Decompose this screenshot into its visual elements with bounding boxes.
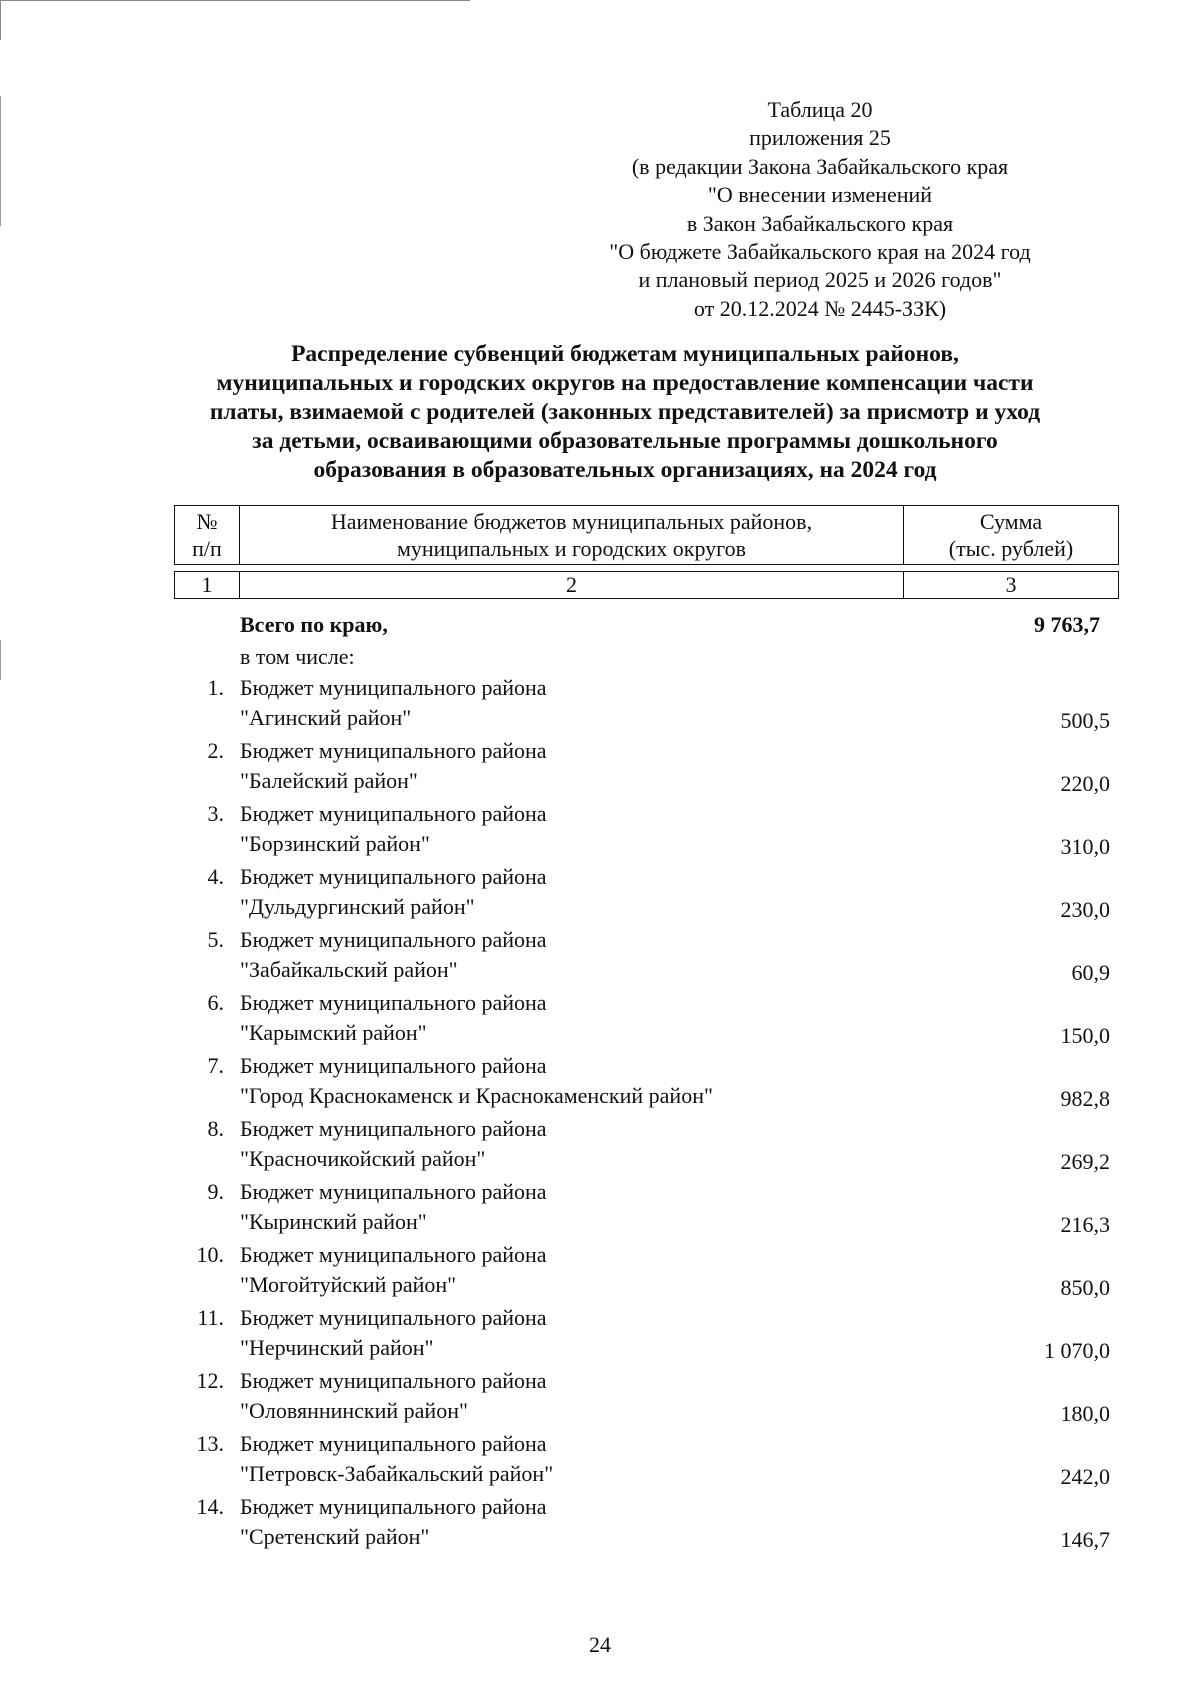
row-number: 11. [197, 1305, 224, 1330]
title-line: за детьми, осваивающими образовательные программы дошкольного [252, 428, 998, 454]
appendix-line: в Закон Забайкальского края [686, 210, 954, 236]
column-number-1: 1 [175, 572, 240, 599]
column-number-row [175, 572, 1119, 599]
column-header-number-line2: п/п [192, 536, 222, 561]
including-row [174, 644, 1118, 675]
appendix-line: "О бюджете Забайкальского края на 2024 год [609, 239, 1031, 265]
row-budget-type: Бюджет муниципального района [240, 801, 547, 826]
table-row [174, 1179, 1118, 1242]
row-budget-type: Бюджет муниципального района [240, 1179, 547, 1204]
row-budget-type: Бюджет муниципального района [240, 738, 547, 763]
row-district-name: "Город Краснокаменск и Краснокаменский район" [240, 1083, 713, 1108]
row-district-name: "Могойтуйский район" [240, 1272, 457, 1297]
appendix-line: и плановый период 2025 и 2026 годов" [638, 267, 1002, 293]
row-budget-type: Бюджет муниципального района [240, 1305, 547, 1330]
row-district-name: "Нерчинский район" [240, 1335, 434, 1360]
table-header-gap [175, 565, 1119, 572]
table-row [174, 1494, 1118, 1557]
row-district-name: "Агинский район" [240, 705, 412, 730]
appendix-line: от 20.12.2024 № 2445-ЗЗК) [693, 295, 947, 321]
row-number: 7. [207, 1053, 224, 1078]
row-amount: 216,3 [1060, 1212, 1110, 1237]
row-budget-type: Бюджет муниципального района [240, 864, 547, 889]
row-district-name: "Сретенский район" [240, 1524, 430, 1549]
row-number: 2. [207, 738, 224, 763]
table-row [174, 1431, 1118, 1494]
row-budget-type: Бюджет муниципального района [240, 1431, 547, 1456]
column-header-number [175, 506, 240, 565]
row-district-name: "Кыринский район" [240, 1209, 427, 1234]
row-number: 4. [207, 864, 224, 889]
title-line: платы, взимаемой с родителей (законных представителей) за присмотр и уход [209, 399, 1041, 425]
scan-edge-top [0, 0, 470, 1]
row-district-name: "Петровск-Забайкальский район" [240, 1461, 554, 1486]
row-number: 12. [196, 1368, 224, 1393]
table-row [174, 1368, 1118, 1431]
row-number: 10. [196, 1242, 224, 1267]
table-row [174, 738, 1118, 801]
row-budget-type: Бюджет муниципального района [240, 1242, 547, 1267]
table-row [174, 927, 1118, 990]
title-line: Распределение субвенций бюджетам муниципальных районов, [291, 341, 959, 367]
total-row [174, 612, 1118, 644]
row-number: 9. [207, 1179, 224, 1204]
appendix-line: Таблица 20 [767, 97, 873, 122]
row-amount: 500,5 [1060, 708, 1110, 733]
row-district-name: "Борзинский район" [240, 831, 430, 856]
table-row [174, 801, 1118, 864]
row-number: 3. [207, 801, 224, 826]
row-number: 6. [207, 990, 224, 1015]
document-title [150, 340, 1100, 485]
row-district-name: "Дульдургинский район" [240, 894, 475, 919]
scan-mark-left-1 [0, 96, 1, 226]
table-row [174, 1305, 1118, 1368]
appendix-header [560, 96, 1080, 323]
table-row [174, 990, 1118, 1053]
row-amount: 220,0 [1060, 771, 1110, 796]
row-amount: 1 070,0 [1044, 1338, 1110, 1363]
column-header-amount-line1: Сумма [979, 509, 1043, 534]
row-amount: 310,0 [1060, 834, 1110, 859]
total-amount: 9 763,7 [1034, 612, 1100, 637]
row-budget-type: Бюджет муниципального района [240, 1116, 547, 1141]
table-row [174, 1242, 1118, 1305]
row-budget-type: Бюджет муниципального района [240, 675, 547, 700]
row-budget-type: Бюджет муниципального района [240, 990, 547, 1015]
appendix-line: приложения 25 [749, 125, 891, 151]
including-label: в том числе: [240, 644, 355, 669]
row-budget-type: Бюджет муниципального района [240, 1368, 547, 1393]
table-header [174, 505, 1119, 599]
table-row [174, 1116, 1118, 1179]
table-row [174, 864, 1118, 927]
row-amount: 150,0 [1060, 1023, 1110, 1048]
column-number-3: 3 [904, 572, 1119, 599]
scan-edge-left [0, 0, 1, 40]
column-number-2: 2 [240, 572, 904, 599]
row-number: 14. [196, 1494, 224, 1519]
row-district-name: "Оловяннинский район" [240, 1398, 468, 1423]
title-line: муниципальных и городских округов на предоставление компенсации части [216, 370, 1034, 396]
row-district-name: "Балейский район" [240, 768, 418, 793]
row-number: 1. [207, 675, 224, 700]
row-amount: 982,8 [1060, 1086, 1110, 1111]
table-row [174, 1053, 1118, 1116]
column-header-name-line2: муниципальных и городских округов [396, 536, 747, 561]
row-number: 13. [196, 1431, 224, 1456]
column-header-amount [904, 506, 1119, 565]
row-district-name: "Красночикойский район" [240, 1146, 486, 1171]
title-line: образования в образовательных организациях, на 2024 год [313, 457, 937, 483]
row-budget-type: Бюджет муниципального района [240, 1053, 547, 1078]
row-amount: 60,9 [1071, 960, 1110, 985]
row-budget-type: Бюджет муниципального района [240, 1494, 547, 1519]
row-number: 8. [207, 1116, 224, 1141]
row-amount: 850,0 [1060, 1275, 1110, 1300]
table-header-row [175, 506, 1119, 565]
table-body [174, 612, 1118, 1557]
row-district-name: "Забайкальский район" [240, 957, 458, 982]
column-header-name-line1: Наименование бюджетов муниципальных районов, [330, 509, 813, 534]
row-number: 5. [207, 927, 224, 952]
appendix-line: "О внесении изменений [707, 182, 933, 208]
row-amount: 269,2 [1060, 1149, 1110, 1174]
column-header-amount-line2: (тыс. рублей) [948, 536, 1074, 561]
budget-rows [174, 675, 1118, 1557]
page-number: 24 [589, 1632, 611, 1657]
table-row [174, 675, 1118, 738]
row-amount: 230,0 [1060, 897, 1110, 922]
row-budget-type: Бюджет муниципального района [240, 927, 547, 952]
row-amount: 146,7 [1060, 1527, 1110, 1552]
scan-mark-left-2 [0, 640, 1, 680]
row-amount: 180,0 [1060, 1401, 1110, 1426]
appendix-line: (в редакции Закона Забайкальского края [631, 153, 1009, 179]
column-header-name [240, 506, 904, 565]
row-amount: 242,0 [1060, 1464, 1110, 1489]
row-district-name: "Карымский район" [240, 1020, 427, 1045]
column-header-number-line1: № [196, 509, 218, 534]
total-label: Всего по краю, [240, 612, 388, 637]
